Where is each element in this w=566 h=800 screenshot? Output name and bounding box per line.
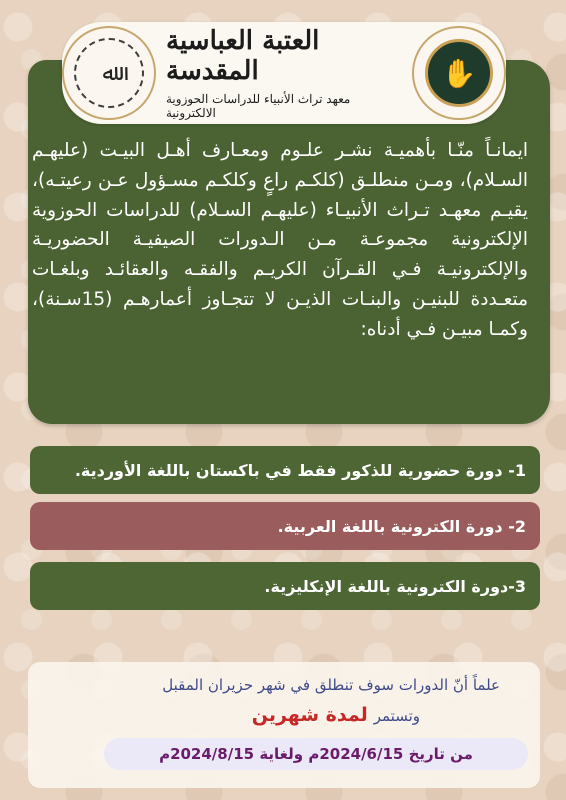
date-range-badge: من تاريخ 2024/6/15م ولغاية 2024/8/15م xyxy=(104,738,528,770)
duration-prefix: وتستمر xyxy=(373,707,420,725)
header-title-block xyxy=(166,26,402,120)
course-label: 1- دورة حضورية للذكور فقط في باكستان باللغة الأوردية. xyxy=(74,460,526,480)
course-label: 3-دورة الكترونية باللغة الإنكليزية. xyxy=(264,576,526,596)
intro-text: ايمانـاً منّـا بأهميـة نشـر علـوم ومعـارف أهـل البيـت (عليهـم السـلام)، ومـن منطلـق (كلكـم راعٍ وكلكـم مسـؤول عـن رعيتـه)، يقيـم معهـد تـراث الأنبيـاء (عليهـم السـلام) للدراسات الحوزوية الإلكترونية مجموعـة مـن الـدورات الصيفيـة الحضوريـة والإلكترونيـة فـي القـرآن الكريـم والفقـه والعقائـد وبلغـات متعـددة للبنيـن والبنـات الذيـن لا تتجـاوز أعمارهـم (15سـنة)، وكمـا مبيـن فـي أدناه: xyxy=(32,140,528,340)
course-label: 2- دورة الكترونية باللغة العربية. xyxy=(277,516,526,536)
course-item-2 xyxy=(30,502,540,550)
info-box xyxy=(28,662,540,788)
hand-emblem-icon: ✋ xyxy=(425,39,493,107)
course-item-1 xyxy=(30,446,540,494)
calligraphy-seal-icon: ﷲ xyxy=(74,38,144,108)
institute-seal-logo xyxy=(62,26,156,120)
start-note: علماً أنّ الدورات سوف تنطلق في شهر حزيران المقبل xyxy=(162,676,500,694)
duration-note xyxy=(252,704,420,726)
course-item-3 xyxy=(30,562,540,610)
abbas-shrine-logo xyxy=(412,26,506,120)
header xyxy=(62,22,506,124)
header-title: العتبة العباسية المقدسة xyxy=(166,26,320,86)
duration-highlight: لمدة شهرين xyxy=(251,704,368,726)
header-subtitle: معهد تراث الأنبياء للدراسات الحوزوية الالكترونية xyxy=(166,92,351,120)
